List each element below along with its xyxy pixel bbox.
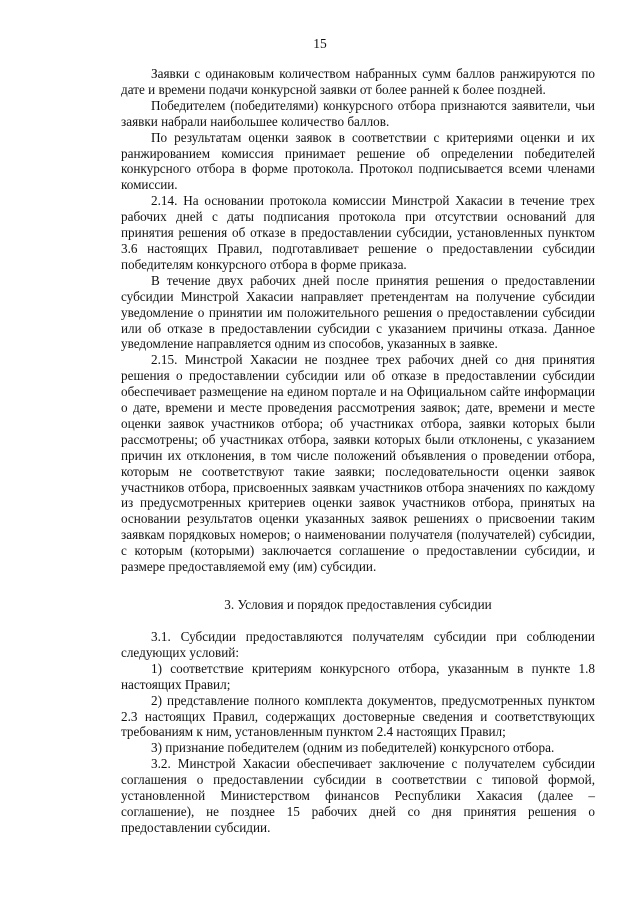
section-heading: 3. Условия и порядок предоставления субсидии [224, 597, 492, 612]
paragraph: 2.14. На основании протокола комиссии Минстрой Хакасии в течение трех рабочих дней с даты подписания протокола при отсутствии оснований для принятия решения об отказе в предоставлении субсидии, установленных пунктом 3.6 настоящих Правил, подготавливает решение о предоставлении субсидии победителям конкурсного отбора в форме приказа. [121, 193, 595, 272]
body-text-lower [121, 629, 595, 836]
page-number: 15 [313, 36, 327, 51]
paragraph: 3.2. Минстрой Хакасии обеспечивает заключение с получателем субсидии соглашения о предоставлении субсидии в соответствии с типовой формой, установленной Министерством финансов Республики Хакасия (далее – соглашение), не позднее 15 рабочих дней со дня принятия решения о предоставлении субсидии. [121, 756, 595, 835]
paragraph: В течение двух рабочих дней после принятия решения о предоставлении субсидии Минстрой Хакасии направляет претендентам на получение субсидии уведомление о принятии им положительного решения о предоставлении субсидии или об отказе в предоставлении субсидии с указанием причины отказа. Данное уведомление направляется одним из способов, указанных в заявке. [121, 272, 595, 352]
paragraph: 2.15. Минстрой Хакасии не позднее трех рабочих дней со дня принятия решения о предоставлении субсидии или об отказе в предоставлении субсидии обеспечивает размещение на едином портале и на Официальном сайте информации о дате, времени и месте проведения рассмотрения заявок; дате, времени и месте оценки заявок участников отбора; об участниках отбора, заявки которых были рассмотрены; об участниках отбора, заявки которых были отклонены, с указанием причин их отклонения, в том числе положений объявления о проведении отбора, которым не соответствуют такие заявки; последовательности оценки заявок участников отбора, присвоенных заявкам участников отбора значениях по каждому из предусмотренных критериев оценки заявок участников отбора, принятых на основании результатов оценки указанных заявок решениях о присвоении таким заявкам порядковых номеров; о наименовании получателя (получателей) субсидии, с которым (которыми) заключается соглашение о предоставлении субсидии, и размере предоставляемой ему (им) субсидии. [121, 352, 595, 575]
paragraph: 3.1. Субсидии предоставляются получателям субсидии при соблюдении следующих условий: [121, 629, 595, 660]
paragraph: Заявки с одинаковым количеством набранных сумм баллов ранжируются по дате и времени подачи конкурсной заявки от более ранней к более поздней. [121, 66, 595, 97]
paragraph: По результатам оценки заявок в соответствии с критериями оценки и их ранжированием комиссия принимает решение об определении победителей конкурсного отбора в форме протокола. Протокол подписывается всеми членами комиссии. [121, 129, 595, 193]
body-text-upper [121, 66, 595, 575]
paragraph: Победителем (победителями) конкурсного отбора признаются заявители, чьи заявки набрали наибольшее количество баллов. [121, 97, 595, 129]
list-item: 2) представление полного комплекта документов, предусмотренных пунктом 2.3 настоящих Правил, содержащих достоверные сведения и соответствующих требованиям к ним, установленным пунктом 2.4 настоящих Правил; [121, 692, 595, 740]
list-item: 3) признание победителем (одним из победителей) конкурсного отбора. [151, 740, 555, 756]
list-item: 1) соответствие критериям конкурсного отбора, указанным в пункте 1.8 настоящих Правил; [121, 660, 595, 692]
